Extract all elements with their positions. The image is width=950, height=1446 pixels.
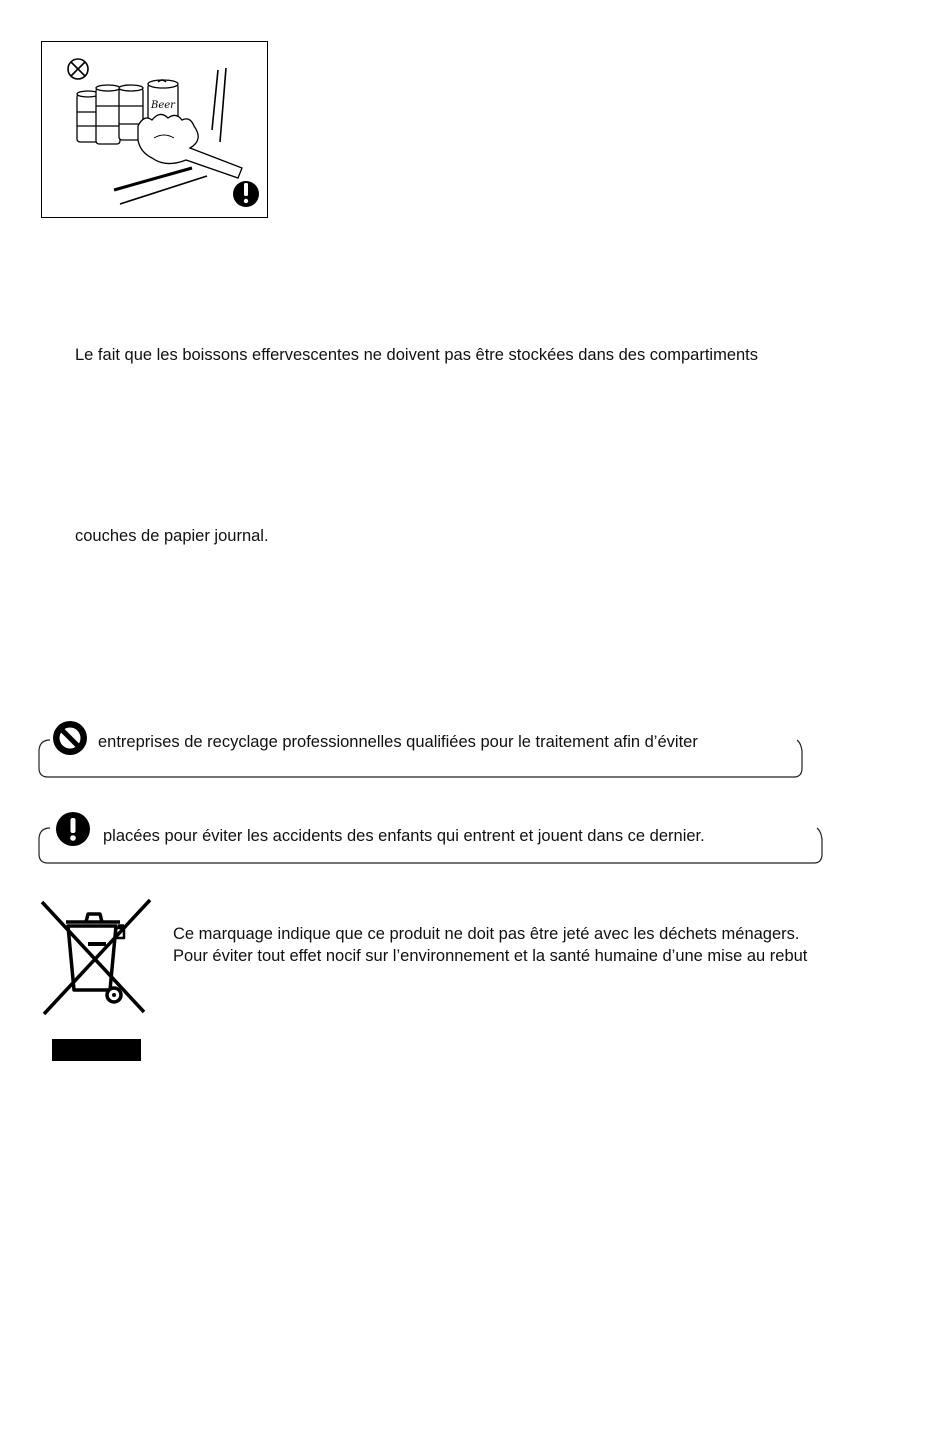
can-label: Beer <box>151 100 175 111</box>
children-warning-box <box>36 812 826 866</box>
exclamation-icon <box>233 181 259 207</box>
weee-notice-line-2: Pour éviter tout effet nocif sur l’environnement et la santé humaine d’une mise au rebut <box>173 947 808 965</box>
paragraph-newspaper: couches de papier journal. <box>75 527 269 545</box>
weee-notice-line-1: Ce marquage indique que ce produit ne doit pas être jeté avec les déchets ménagers. <box>173 925 800 943</box>
recycling-warning-text: entreprises de recyclage professionnelles qualifiées pour le traitement afin d’éviter <box>98 733 698 751</box>
weee-black-bar <box>52 1039 141 1061</box>
recycling-warning-box <box>36 718 806 780</box>
hand-placing-can-drawing <box>42 42 267 217</box>
exclamation-icon <box>55 812 91 853</box>
prohibited-circle-x-icon <box>68 59 88 79</box>
children-warning-text: placées pour éviter les accidents des enfants qui entrent et jouent dans ce dernier. <box>103 827 705 845</box>
no-entry-icon <box>52 720 88 761</box>
weee-notice <box>173 923 807 967</box>
crossed-out-wheelie-bin-icon <box>38 898 154 1018</box>
paragraph-fizzy-drinks: Le fait que les boissons effervescentes ne doivent pas être stockées dans des compartiments <box>75 346 759 364</box>
fridge-cans-illustration <box>41 41 268 218</box>
